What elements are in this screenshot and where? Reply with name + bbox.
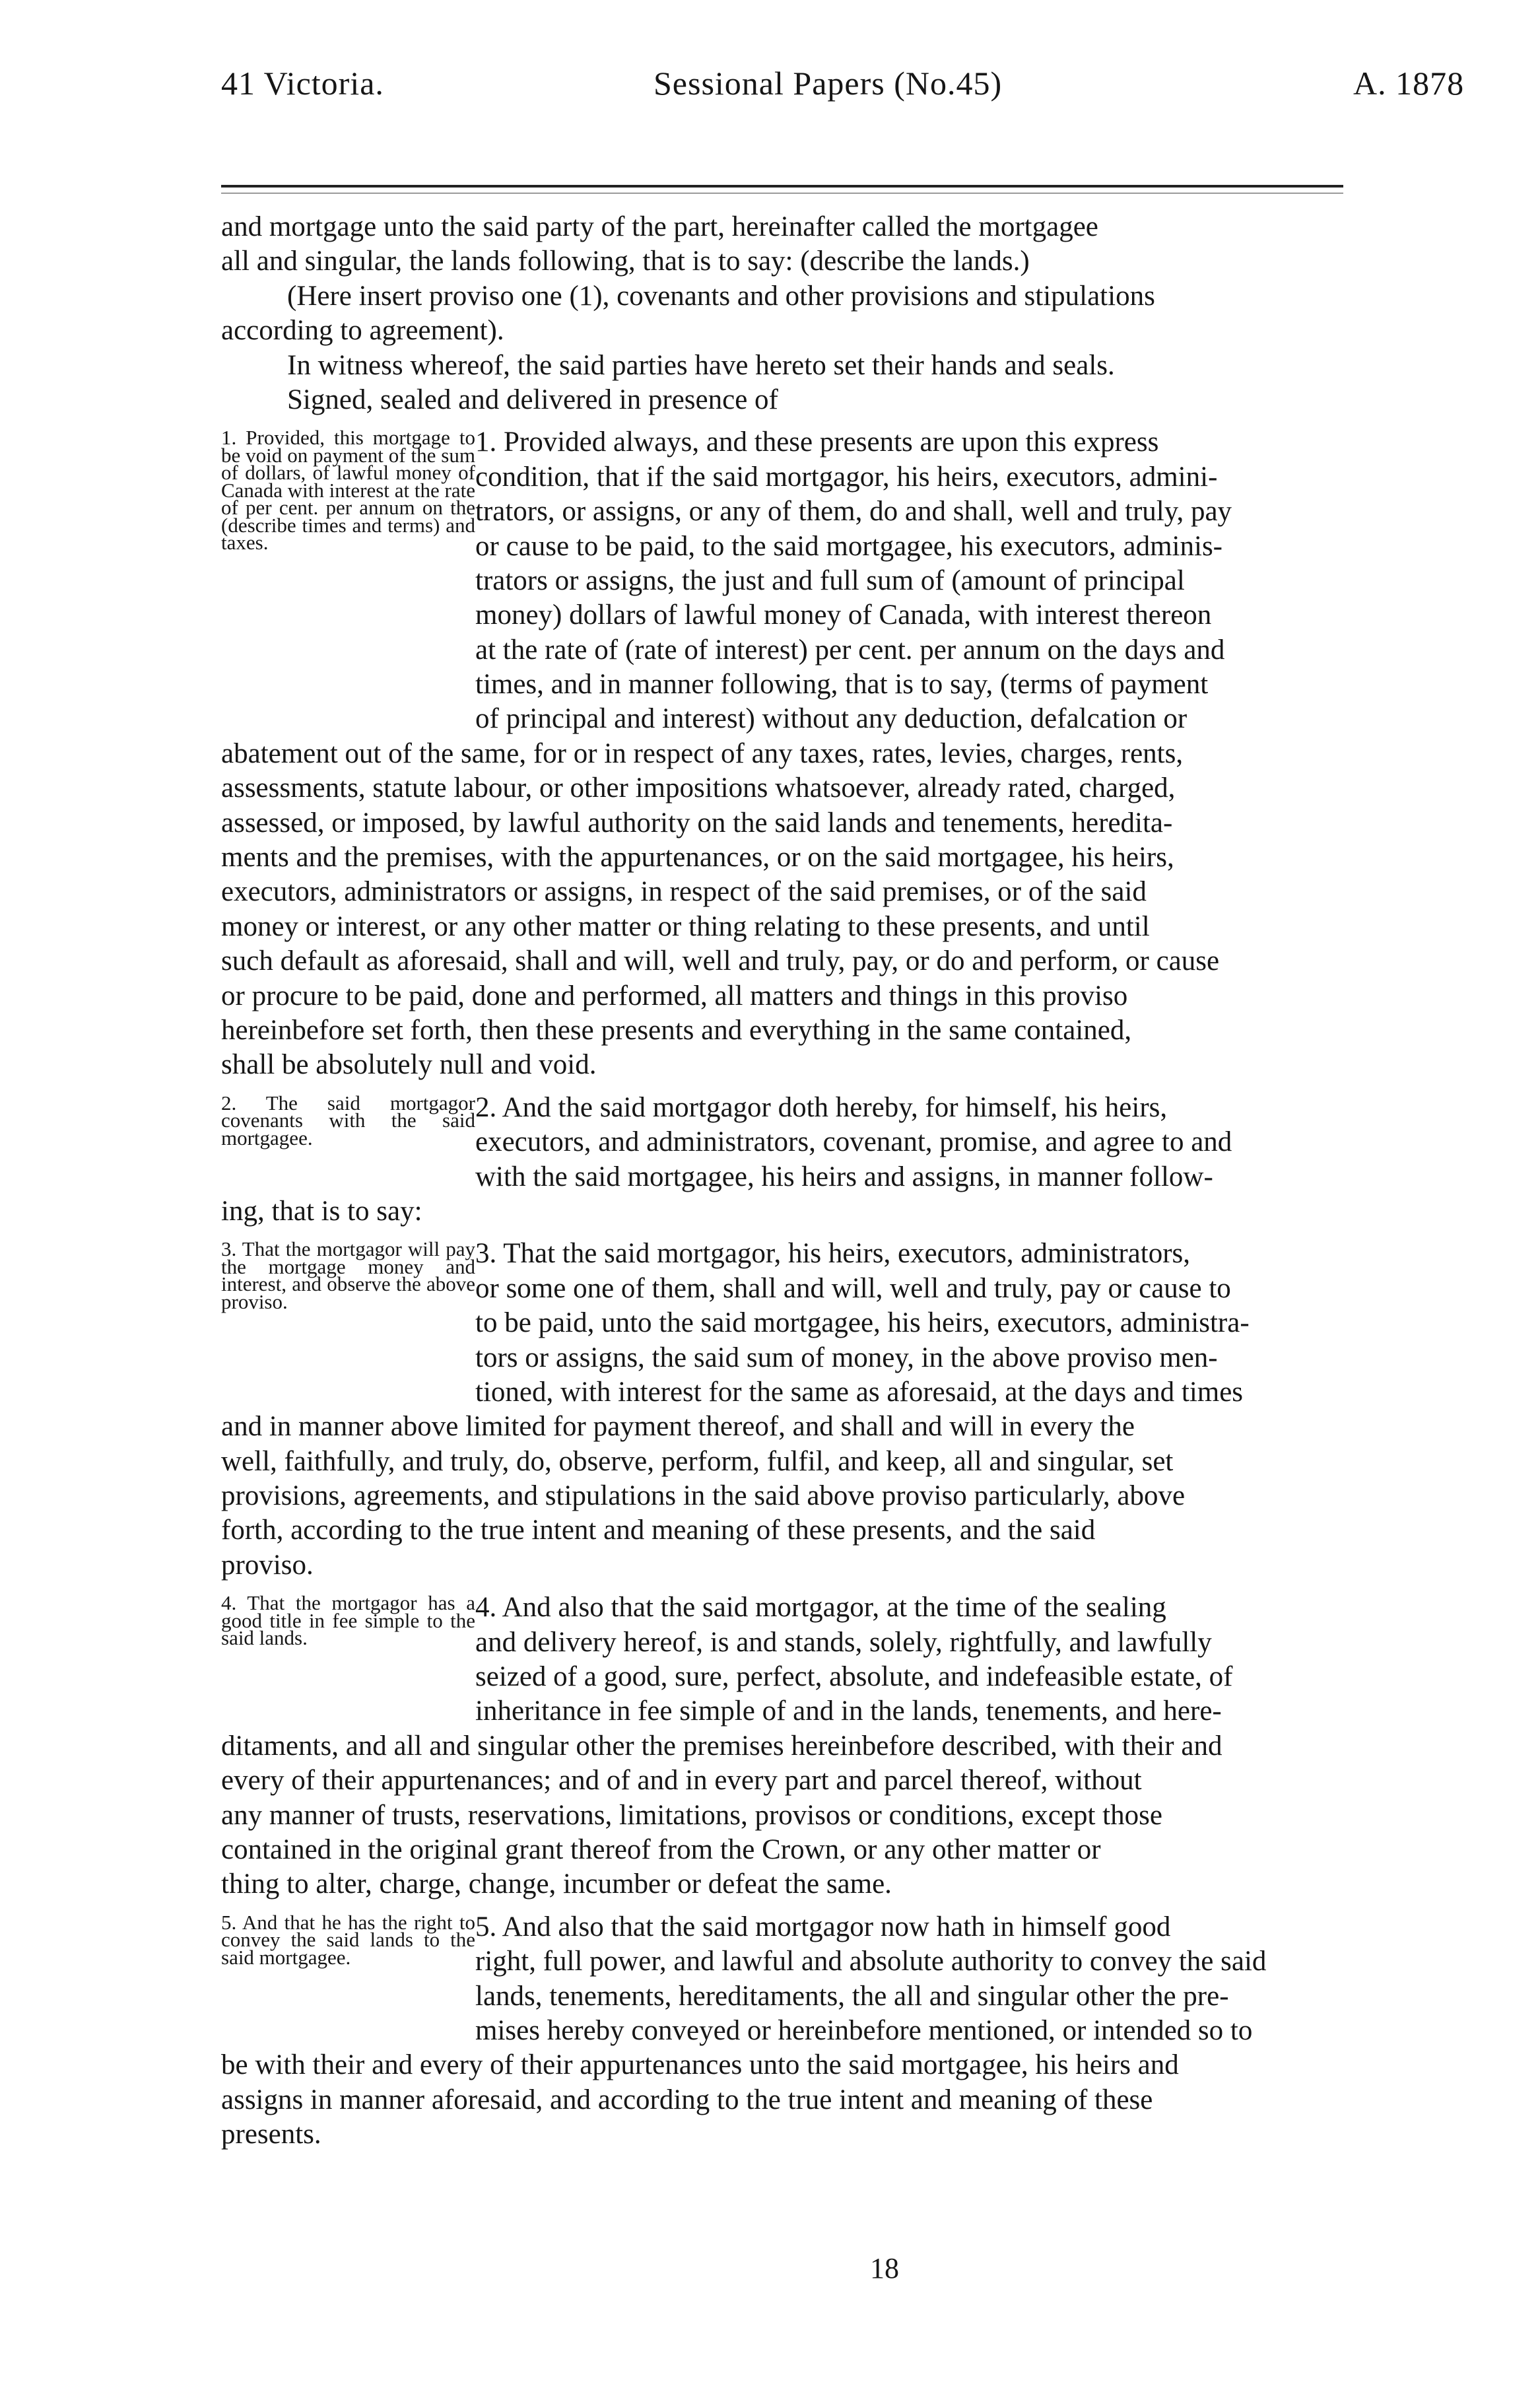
section-line: mises hereby conveyed or hereinbefore mentioned, or intended so to: [475, 2014, 1253, 2046]
section-line: right, full power, and lawful and absolute authority to convey the said: [475, 1946, 1267, 1977]
section-line: shall be absolutely null and void.: [221, 1049, 597, 1081]
section-line: every of their appurtenances; and of and in every part and parcel thereof, without: [221, 1765, 1142, 1797]
document-body: [221, 210, 1508, 2152]
section-line: contained in the original grant thereof from the Crown, or any other matter or: [221, 1833, 1101, 1865]
section-4-continuation: [221, 1729, 1508, 1902]
section-body: [475, 425, 1508, 737]
section-line: abatement out of the same, for or in respect of any taxes, rates, levies, charges, rents,: [221, 737, 1184, 769]
page-number: 18: [870, 2252, 899, 2284]
section-line: tioned, with interest for the same as aforesaid, at the days and times: [475, 1376, 1244, 1408]
section-body: [475, 1910, 1508, 2049]
section-line: such default as aforesaid, shall and will, well and truly, pay, or do and perform, or cause: [221, 945, 1220, 977]
header-year: A. 1878: [1353, 65, 1465, 102]
header-volume: 41 Victoria.: [221, 65, 384, 102]
intro-line: Signed, sealed and delivered in presence of: [287, 384, 778, 415]
section-line: times, and in manner following, that is to say, (terms of payment: [475, 669, 1209, 701]
section-line: provisions, agreements, and stipulations in the said above proviso particularly, above: [221, 1480, 1186, 1512]
section-line: hereinbefore set forth, then these presents and everything in the same contained,: [221, 1014, 1132, 1046]
section-3-continuation: [221, 1410, 1508, 1583]
section-line: and in manner above limited for payment thereof, and shall and will in every the: [221, 1411, 1135, 1443]
section-line: assessed, or imposed, by lawful authority on the said lands and tenements, heredita-: [221, 807, 1173, 839]
section-line: with the said mortgagee, his heirs and assigns, in manner follow-: [475, 1161, 1213, 1192]
section-1: [221, 425, 1508, 737]
section-body: [475, 1237, 1508, 1410]
margin-note: 4. That the mortgagor has a good title in fee simple to the said lands.: [221, 1591, 475, 1650]
section-body: [475, 1591, 1508, 1729]
section-line: 2. And the said mortgagor doth hereby, for himself, his heirs,: [475, 1091, 1168, 1123]
section-body: [475, 1091, 1508, 1194]
section-2-continuation: [221, 1194, 1508, 1229]
section-line: proviso.: [221, 1549, 314, 1581]
section-5-continuation: [221, 2048, 1508, 2152]
section-3: [221, 1237, 1508, 1410]
section-line: money) dollars of lawful money of Canada, with interest thereon: [475, 600, 1212, 631]
margin-note: 1. Provided, this mortgage to be void on payment of the sum of dollars, of lawful money of Canada with interest at the rate of per cent. per annum on the (describe times and terms) and taxes.: [221, 426, 475, 555]
intro-line: according to agreement).: [221, 315, 504, 347]
section-line: assigns in manner aforesaid, and according to the true intent and meaning of these: [221, 2084, 1153, 2115]
section-line: forth, according to the true intent and meaning of these presents, and the said: [221, 1515, 1096, 1546]
section-line: trators, or assigns, or any of them, do and shall, well and truly, pay: [475, 496, 1232, 528]
section-line: executors, and administrators, covenant, promise, and agree to and: [475, 1126, 1232, 1158]
section-1-continuation: [221, 737, 1508, 1083]
section-line: 4. And also that the said mortgagor, at the time of the sealing: [475, 1592, 1166, 1624]
header-rule: [221, 185, 1343, 188]
section-line: ments and the premises, with the appurtenances, or on the said mortgagee, his heirs,: [221, 842, 1174, 874]
section-line: at the rate of (rate of interest) per cent. per annum on the days and: [475, 634, 1225, 666]
section-line: or cause to be paid, to the said mortgagee, his executors, adminis-: [475, 530, 1223, 562]
section-line: of principal and interest) without any deduction, defalcation or: [475, 703, 1188, 735]
section-line: lands, tenements, hereditaments, the all and singular other the pre-: [475, 1980, 1229, 2012]
section-line: 1. Provided always, and these presents are upon this express: [475, 427, 1159, 458]
section-2: [221, 1091, 1508, 1194]
section-line: seized of a good, sure, perfect, absolute, and indefeasible estate, of: [475, 1661, 1233, 1693]
intro-line: all and singular, the lands following, that is to say: (describe the lands.): [221, 246, 1030, 277]
section-line: tors or assigns, the said sum of money, in the above proviso men-: [475, 1342, 1218, 1373]
section-line: or some one of them, shall and will, well and truly, pay or cause to: [475, 1272, 1231, 1304]
section-line: trators or assigns, the just and full sum of (amount of principal: [475, 565, 1185, 596]
section-line: and delivery hereof, is and stands, solely, rightfully, and lawfully: [475, 1626, 1212, 1658]
intro-line: and mortgage unto the said party of the part, hereinafter called the mortgagee: [221, 211, 1098, 242]
header-title: Sessional Papers (No.45): [653, 65, 1003, 102]
section-line: assessments, statute labour, or other impositions whatsoever, already rated, charged,: [221, 772, 1176, 804]
section-line: 3. That the said mortgagor, his heirs, executors, administrators,: [475, 1238, 1190, 1270]
margin-note: 3. That the mortgagor will pay the mortgage money and interest, and observe the above proviso.: [221, 1237, 475, 1313]
margin-note: 5. And that he has the right to convey the said lands to the said mortgagee.: [221, 1910, 475, 1969]
section-line: or procure to be paid, done and performed, all matters and things in this proviso: [221, 980, 1128, 1011]
section-line: thing to alter, charge, change, incumber or defeat the same.: [221, 1868, 892, 1900]
section-5: [221, 1910, 1508, 2049]
section-line: ditaments, and all and singular other the premises hereinbefore described, with their and: [221, 1730, 1222, 1762]
section-line: be with their and every of their appurtenances unto the said mortgagee, his heirs and: [221, 2049, 1179, 2081]
section-line: presents.: [221, 2119, 321, 2150]
section-line: executors, administrators or assigns, in respect of the said premises, or of the said: [221, 876, 1147, 908]
section-line: inheritance in fee simple of and in the lands, tenements, and here-: [475, 1696, 1222, 1727]
intro-line: (Here insert proviso one (1), covenants and other provisions and stipulations: [287, 280, 1155, 312]
section-line: ing, that is to say:: [221, 1195, 422, 1227]
section-4: [221, 1591, 1508, 1729]
section-line: money or interest, or any other matter or thing relating to these presents, and until: [221, 910, 1150, 942]
section-line: to be paid, unto the said mortgagee, his heirs, executors, administra-: [475, 1307, 1250, 1339]
section-line: well, faithfully, and truly, do, observe, perform, fulfil, and keep, all and singular, set: [221, 1445, 1174, 1477]
section-line: condition, that if the said mortgagor, his heirs, executors, admini-: [475, 461, 1218, 493]
section-line: 5. And also that the said mortgagor now hath in himself good: [475, 1911, 1171, 1942]
margin-note: 2. The said mortgagor covenants with the said mortgagee.: [221, 1091, 475, 1149]
section-line: any manner of trusts, reservations, limitations, provisos or conditions, except those: [221, 1799, 1162, 1831]
intro-block: [221, 210, 1508, 417]
intro-line: In witness whereof, the said parties have hereto set their hands and seals.: [287, 349, 1115, 381]
page-header: [0, 0, 1540, 152]
